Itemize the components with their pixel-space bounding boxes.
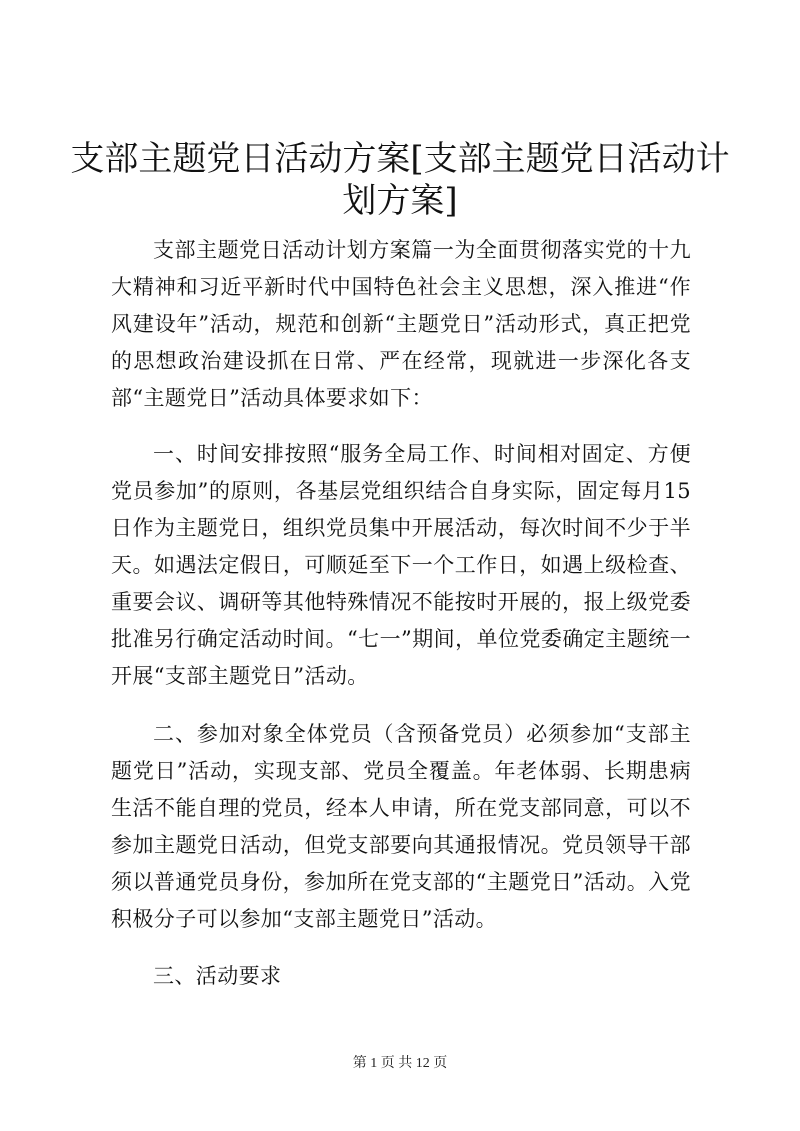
paragraph-requirements-heading: 三、活动要求 <box>153 964 282 988</box>
title-line-1: 支部主题党日活动方案[支部主题党日活动计 <box>70 139 730 179</box>
paragraph-participants: 二、参加对象全体党员（含预备党员）必须参加“支部主题党日”活动，实现支部、党员全覆盖。年老体弱、长期患病生活不能自理的党员，经本人申请，所在党支部同意，可以不参加主题党日活动，但党支部要向其通报情况。党员领导干部须以普通党员身份，参加所在党支部的“主题党日”活动。入党积极分子可以参加“支部主题党日”活动。 <box>111 722 691 931</box>
document-title <box>60 138 740 222</box>
title-line-2: 划方案] <box>342 181 458 221</box>
page-footer: 第 1 页 共 12 页 <box>352 1056 448 1071</box>
paragraph-time-arrangement: 一、时间安排按照“服务全局工作、时间相对固定、方便党员参加”的原则，各基层党组织结合自身实际，固定每月15日作为主题党日，组织党员集中开展活动，每次时间不少于半天。如遇法定假日，可顺延至下一个工作日，如遇上级检查、重要会议、调研等其他特殊情况不能按时开展的，报上级党委批准另行确定活动时间。“七一”期间，单位党委确定主题统一开展“支部主题党日”活动。 <box>111 442 691 688</box>
paragraph-intro: 支部主题党日活动计划方案篇一为全面贯彻落实党的十九大精神和习近平新时代中国特色社会主义思想，深入推进“作风建设年”活动，规范和创新“主题党日”活动形式，真正把党的思想政治建设抓在日常、严在经常，现就进一步深化各支部“主题党日”活动具体要求如下： <box>111 238 691 410</box>
